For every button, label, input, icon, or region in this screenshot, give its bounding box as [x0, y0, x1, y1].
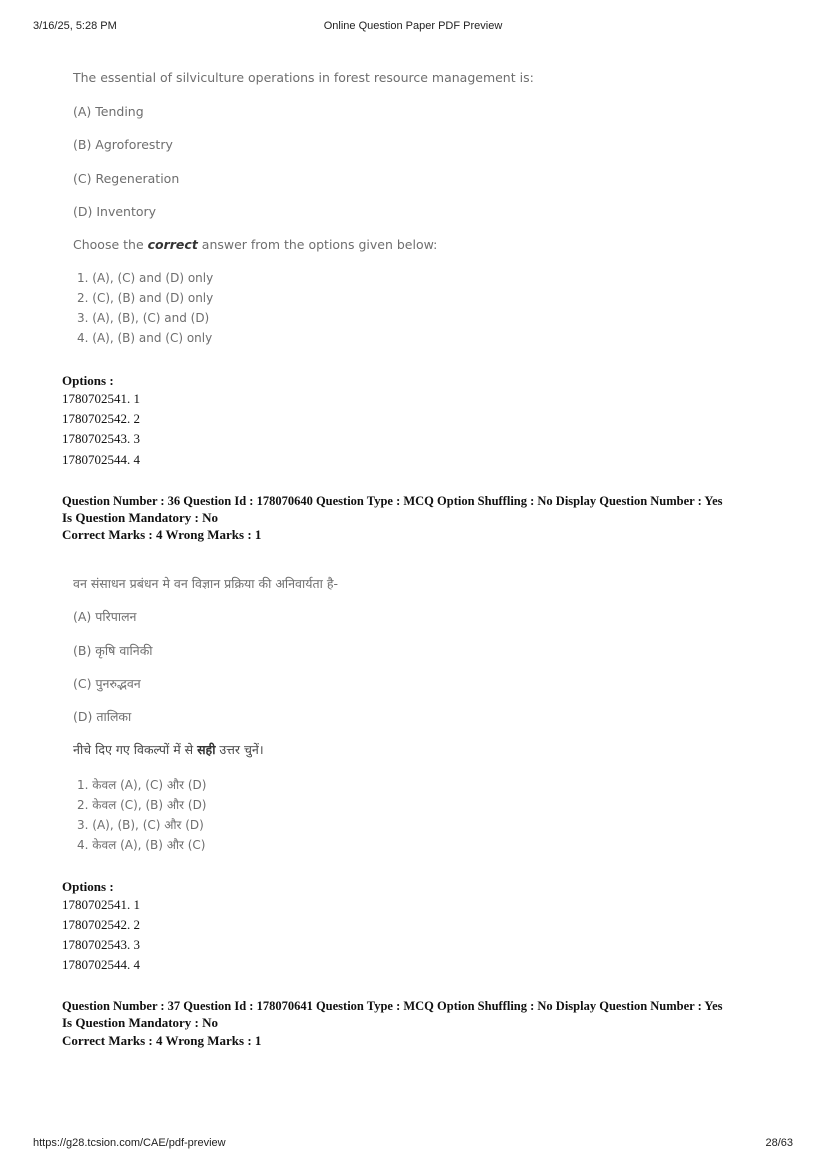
- statement-d: (D) तालिका: [73, 709, 132, 724]
- question-meta-line: Question Number : 36 Question Id : 178070640 Question Type : MCQ Option Shuffling : No Display Question Number : Yes: [62, 494, 723, 508]
- statement-a: (A) Tending: [73, 104, 144, 119]
- choose-prefix: Choose the: [73, 237, 148, 252]
- statement-d: (D) Inventory: [73, 204, 157, 219]
- statement-b: (B) Agroforestry: [73, 137, 173, 152]
- option-item: 1780702541. 1: [62, 897, 140, 912]
- question-stem: वन संसाधन प्रबंधन मे वन विज्ञान प्रक्रिया की अनिवार्यता है-: [73, 576, 338, 591]
- print-datetime: 3/16/25, 5:28 PM: [33, 20, 117, 32]
- choose-emphasis: सही: [197, 742, 216, 757]
- page-number: 28/63: [765, 1137, 793, 1149]
- question-stem: The essential of silviculture operations in forest resource management is:: [73, 70, 534, 85]
- option-item: 1780702541. 1: [62, 391, 140, 406]
- option-item: 1780702544. 4: [62, 452, 140, 467]
- answer-1: 1. केवल (A), (C) और (D): [77, 778, 207, 792]
- choose-emphasis: correct: [147, 237, 198, 252]
- answer-4: 4. केवल (A), (B) और (C): [77, 838, 206, 852]
- marks-line: Correct Marks : 4 Wrong Marks : 1: [62, 1033, 262, 1048]
- option-item: 1780702542. 2: [62, 411, 140, 426]
- page-title: Online Question Paper PDF Preview: [323, 20, 503, 32]
- options-heading: Options :: [62, 879, 114, 894]
- page-url: https://g28.tcsion.com/CAE/pdf-preview: [33, 1137, 226, 1149]
- marks-line: Correct Marks : 4 Wrong Marks : 1: [62, 527, 262, 542]
- answer-2: 2. (C), (B) and (D) only: [77, 291, 214, 305]
- question-meta-line: Question Number : 37 Question Id : 178070641 Question Type : MCQ Option Shuffling : No Display Question Number : Yes: [62, 999, 723, 1013]
- statement-c: (C) Regeneration: [73, 171, 180, 186]
- answer-2: 2. केवल (C), (B) और (D): [77, 798, 207, 812]
- choose-instruction: [73, 237, 437, 252]
- option-item: 1780702544. 4: [62, 957, 140, 972]
- options-heading: Options :: [62, 373, 114, 388]
- statement-c: (C) पुनरुद्भवन: [73, 676, 141, 691]
- choose-suffix: उत्तर चुनें।: [215, 742, 264, 757]
- answer-3: 3. (A), (B), (C) and (D): [77, 311, 210, 325]
- mandatory-line: Is Question Mandatory : No: [62, 1015, 219, 1030]
- answer-1: 1. (A), (C) and (D) only: [77, 271, 214, 285]
- answer-4: 4. (A), (B) and (C) only: [77, 331, 213, 345]
- choose-suffix: answer from the options given below:: [197, 237, 438, 252]
- choose-prefix: नीचे दिए गए विकल्पों में से: [73, 742, 198, 757]
- choose-instruction: [73, 741, 264, 758]
- option-item: 1780702542. 2: [62, 917, 140, 932]
- option-item: 1780702543. 3: [62, 431, 140, 446]
- mandatory-line: Is Question Mandatory : No: [62, 510, 219, 525]
- statement-a: (A) परिपालन: [73, 609, 137, 624]
- option-item: 1780702543. 3: [62, 937, 140, 952]
- answer-3: 3. (A), (B), (C) और (D): [77, 818, 204, 832]
- statement-b: (B) कृषि वानिकी: [73, 643, 153, 658]
